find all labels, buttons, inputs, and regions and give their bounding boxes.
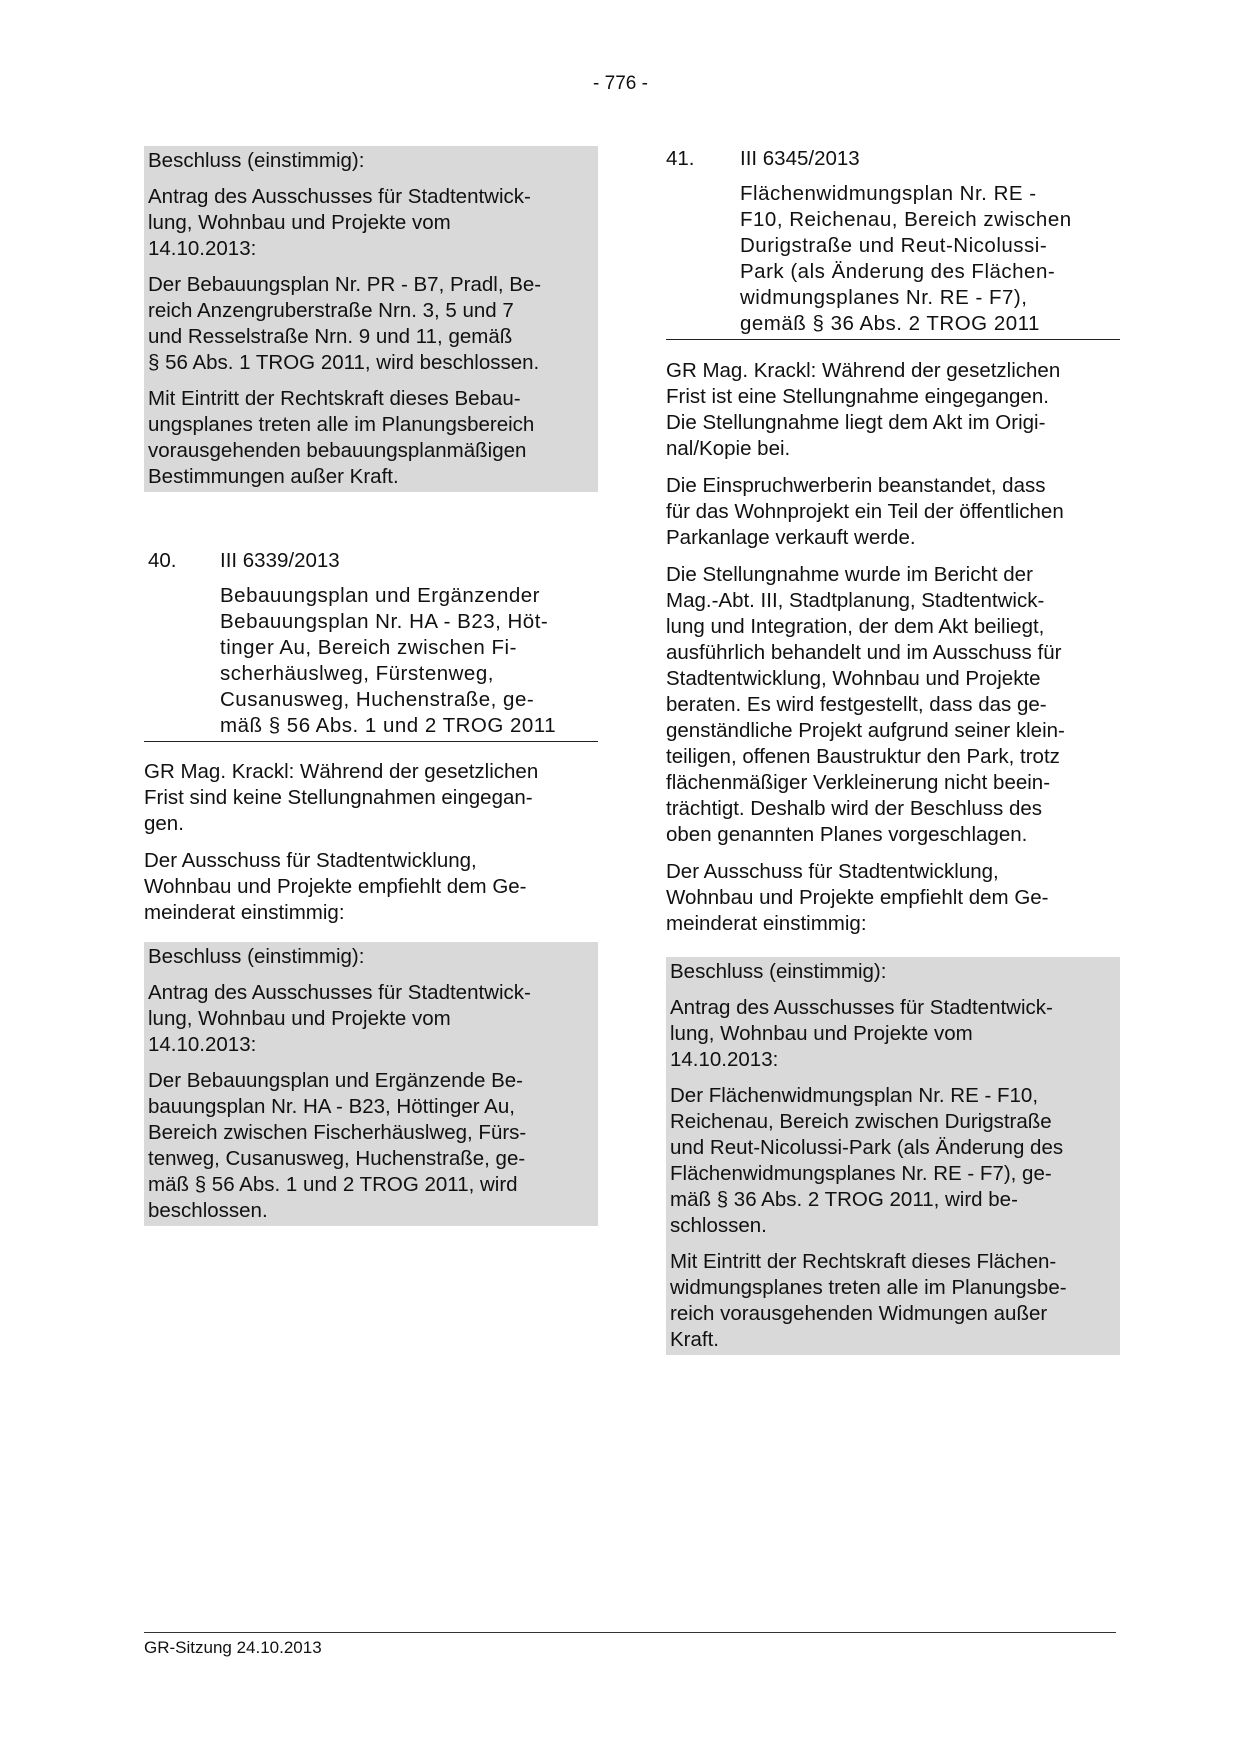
resolution-heading: Beschluss (einstimmig): — [148, 945, 365, 968]
assessment-text: Die Stellungnahme wurde im Bericht der Mag.-Abt. III, Stadtplanung, Stadtentwick- lung und Integration, der dem Akt beiliegt, ausführlich behandelt und im Ausschuss für Stadtentwicklung, Wohnbau und Projekte beraten. Es wird festgestellt, dass das ge- genständliche Projekt aufgrund seiner klein- teiligen, offenen Baustruktur den Park, trotz flächenmäßiger Verkleinerung nicht beein- trächtigt. Deshalb wird der Beschluss des oben genannten Planes vorgeschlagen. — [666, 563, 1065, 846]
resolution-box-1 — [144, 146, 598, 492]
agenda-item-40 — [144, 548, 598, 742]
agenda-item-header — [666, 146, 1120, 172]
motion-text: Antrag des Ausschusses für Stadtentwick- lung, Wohnbau und Projekte vom 14.10.2013: — [148, 981, 531, 1056]
page-number: - 776 - — [593, 73, 648, 94]
resolution-text: Der Bebauungsplan Nr. PR - B7, Pradl, Be- reich Anzengruberstraße Nrn. 3, 5 und 7 und Resselstraße Nrn. 9 und 11, gemäß § 56 Abs. 1 TROG 2011, wird beschlossen. — [148, 273, 542, 374]
item-reference: III 6339/2013 — [220, 549, 340, 572]
resolution-text: Der Flächenwidmungsplan Nr. RE - F10, Reichenau, Bereich zwischen Durigstraße und Reut-Nicolussi-Park (als Änderung des Flächenwidmungsplanes Nr. RE - F7), ge- mäß § 36 Abs. 2 TROG 2011, wird be- schlossen. — [670, 1084, 1064, 1237]
recommendation-text: Der Ausschuss für Stadtentwicklung, Wohnbau und Projekte empfiehlt dem Ge- meinderat einstimmig: — [666, 860, 1049, 935]
resolution-heading: Beschluss (einstimmig): — [670, 960, 887, 983]
resolution-box-3 — [666, 957, 1120, 1355]
item-reference: III 6345/2013 — [740, 147, 860, 170]
resolution-text: Der Bebauungsplan und Ergänzende Be- bauungsplan Nr. HA - B23, Höttinger Au, Bereich zwischen Fischerhäuslweg, Fürs- tenweg, Cusanusweg, Huchenstraße, ge- mäß § 56 Abs. 1 und 2 TROG 2011, wird beschlossen. — [148, 1069, 527, 1222]
item-title-rule — [666, 181, 1120, 340]
resolution-box-2 — [144, 942, 598, 1226]
item-title-rule — [144, 583, 598, 742]
item-number: 41. — [666, 147, 695, 170]
item-title: Bebauungsplan und Ergänzender Bebauungsplan Nr. HA - B23, Höt- tinger Au, Bereich zwischen Fi- scherhäuslweg, Fürstenweg, Cusanusweg, Huchenstraße, ge- mäß § 56 Abs. 1 und 2 TROG 2011 — [220, 584, 557, 737]
legal-effect-text: Mit Eintritt der Rechtskraft dieses Bebau- ungsplanes treten alle im Planungsbereich vorausgehenden bebauungsplanmäßigen Bestimmungen außer Kraft. — [148, 387, 535, 488]
recommendation-text: Der Ausschuss für Stadtentwicklung, Wohnbau und Projekte empfiehlt dem Ge- meinderat einstimmig: — [144, 849, 527, 924]
legal-effect-text: Mit Eintritt der Rechtskraft dieses Flächen- widmungsplanes treten alle im Planungsbe- reich vorausgehenden Widmungen außer Kraft. — [670, 1250, 1067, 1351]
motion-text: Antrag des Ausschusses für Stadtentwick- lung, Wohnbau und Projekte vom 14.10.2013: — [148, 185, 531, 260]
statement-text: GR Mag. Krackl: Während der gesetzlichen Frist ist eine Stellungnahme eingegangen. Die Stellungnahme liegt dem Akt im Origi- nal/Kopie bei. — [666, 359, 1061, 460]
statement-text: GR Mag. Krackl: Während der gesetzlichen Frist sind keine Stellungnahmen eingegan- gen. — [144, 760, 539, 835]
item-40-discussion — [144, 759, 598, 937]
item-title: Flächenwidmungsplan Nr. RE - F10, Reichenau, Bereich zwischen Durigstraße und Reut-Nicolussi- Park (als Änderung des Flächen- widmungsplanes Nr. RE - F7), gemäß § 36 Abs. 2 TROG 2011 — [740, 182, 1072, 335]
motion-text: Antrag des Ausschusses für Stadtentwick- lung, Wohnbau und Projekte vom 14.10.2013: — [670, 996, 1053, 1071]
item-number: 40. — [148, 549, 177, 572]
resolution-heading: Beschluss (einstimmig): — [148, 149, 365, 172]
page-footer: GR-Sitzung 24.10.2013 — [144, 1632, 1116, 1659]
objection-text: Die Einspruchwerberin beanstandet, dass für das Wohnprojekt ein Teil der öffentlichen Parkanlage verkauft werde. — [666, 474, 1064, 549]
agenda-item-41 — [666, 146, 1120, 340]
agenda-item-header — [144, 548, 598, 574]
item-41-discussion — [666, 358, 1120, 948]
